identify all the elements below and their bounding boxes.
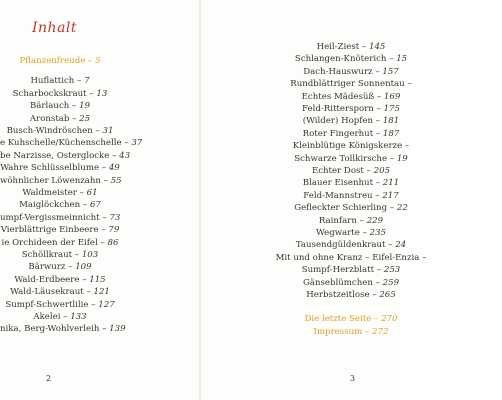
toc-entry [200, 116, 502, 126]
toc-entry-page: 13 [96, 88, 108, 99]
toc-entry-title: Scharbockskraut [12, 88, 87, 99]
toc-entry-page: 175 [383, 104, 400, 114]
toc-entry-title: Pflanzenfreude [19, 56, 86, 66]
toc-entry-separator: – [356, 215, 367, 226]
toc-entry-title: Gefleckter Schierling [294, 203, 388, 214]
toc-entry-page: 55 [110, 175, 122, 186]
toc-entry-page: 229 [366, 215, 384, 226]
left-page [0, 0, 200, 400]
toc-entry [0, 76, 120, 86]
toc-entry-page: 272 [372, 326, 389, 337]
toc-entry-page: 145 [369, 42, 386, 52]
toc-entry [0, 262, 120, 272]
page-number-left: 2 [46, 374, 52, 383]
toc-entry [200, 154, 502, 164]
toc-entry-separator: – [359, 228, 370, 238]
toc-entry-separator: – [373, 104, 384, 114]
toc-entry-separator: – [76, 188, 87, 198]
toc-entry [0, 163, 120, 173]
toc-entry [200, 166, 502, 176]
toc-entry-separator: – [60, 312, 71, 322]
toc-entry-page: 31 [102, 126, 114, 136]
toc-entry [200, 253, 502, 263]
page-number-right: 3 [350, 374, 356, 383]
toc-entry-separator: – [387, 203, 397, 214]
toc-entry-title: (Wilder) Hopfen [302, 116, 374, 127]
toc-entry [200, 178, 502, 188]
toc-entry-title: be Narzisse, Osterglocke [0, 150, 110, 161]
toc-entry-separator: – [404, 79, 412, 90]
toc-entry-title: Maiglöckchen [19, 200, 81, 211]
toc-entry [200, 228, 502, 238]
toc-entry-title: Echter Dost [311, 166, 364, 176]
toc-entry [200, 191, 502, 201]
toc-entry-separator: – [98, 225, 109, 236]
toc-entry-title: Waldmeister [22, 188, 77, 198]
toc-entry-separator: – [371, 314, 382, 325]
toc-entry [200, 278, 502, 288]
toc-entry-page: 22 [396, 203, 408, 214]
toc-entry-separator: – [92, 126, 103, 136]
toc-entry [0, 213, 120, 223]
toc-entry-title: Sumpf-Herzblatt [301, 265, 375, 276]
toc-entry-page: 15 [396, 54, 408, 65]
toc-entry-page: 61 [86, 188, 98, 198]
toc-entry [0, 188, 120, 198]
toc-entry-separator: – [100, 175, 111, 186]
toc-entry-title: Impressum [313, 326, 363, 337]
toc-entry [200, 129, 502, 139]
toc-entry-title: e Kuhschelle/Küchenschelle [0, 138, 122, 149]
toc-entry-page: 25 [79, 113, 91, 124]
toc-entry [0, 300, 120, 310]
toc-entry-separator: – [74, 76, 85, 87]
toc-entry-separator: – [85, 56, 96, 66]
toc-entry-title: Roter Fingerhut [302, 128, 374, 139]
toc-entry-page: 270 [381, 314, 398, 325]
toc-entry-page: 37 [131, 138, 143, 149]
toc-entry-page: 121 [93, 287, 110, 298]
toc-entry-page: 79 [108, 225, 120, 236]
toc-entry-separator: – [99, 163, 109, 174]
toc-entry-title: Sumpf-Schwertlilie [5, 299, 89, 310]
toc-entry-title: Echtes Mädesüß [301, 91, 375, 102]
toc-entry-separator: – [83, 287, 94, 298]
toc-entry-title: Die letzte Seite [304, 314, 372, 325]
toc-entry [0, 250, 120, 260]
toc-entry-title: Vierblättrige Einbeere [0, 225, 99, 236]
toc-entry [0, 126, 120, 136]
toc-entry-title: Wegwarte [315, 228, 360, 238]
toc-entry-separator: – [374, 265, 384, 276]
toc-entry-title: Herbstzeitlose [306, 290, 370, 300]
toc-entry [200, 203, 502, 213]
toc-entry-title: Akelei [33, 312, 61, 322]
toc-entry-separator: – [121, 138, 132, 149]
toc-entry-page: 109 [75, 262, 92, 273]
toc-entry-separator: – [362, 326, 373, 337]
toc-entry-separator: – [109, 150, 120, 161]
toc-entry-page: 181 [382, 116, 400, 127]
toc-entry-separator: – [97, 237, 108, 248]
toc-entry [200, 240, 502, 250]
toc-entry-separator: – [99, 324, 110, 335]
toc-entry-page: 5 [95, 56, 101, 66]
toc-entry [0, 114, 120, 124]
toc-entry-page: 265 [379, 290, 396, 300]
toc-entry-page: 205 [373, 166, 391, 176]
toc-entry [0, 89, 120, 99]
toc-entry [0, 275, 120, 285]
toc-entry [0, 324, 126, 335]
toc-entry-separator: – [372, 190, 383, 201]
toc-entry-page: 67 [89, 200, 101, 211]
toc-entry [200, 265, 502, 275]
toc-entry-page: 43 [119, 150, 131, 161]
toc-entry-page: 139 [109, 324, 126, 335]
toc-entry [0, 56, 120, 66]
toc-entry [200, 104, 502, 114]
toc-entry [200, 216, 502, 226]
toc-entry [200, 327, 502, 337]
toc-entry-separator: – [359, 42, 369, 52]
toc-entry-title: Mit und ohne Kranz – Eifel-Enzia [275, 252, 420, 263]
toc-entry-title: Gänseblümchen [302, 277, 373, 288]
toc-entry-separator: – [374, 91, 384, 102]
toc-entry-separator: – [402, 141, 410, 152]
toc-entry-page: 49 [108, 163, 120, 174]
toc-entry-separator: – [372, 66, 383, 77]
toc-entry-separator: – [99, 212, 110, 223]
toc-entry-title: Kleinblütige Königskerze [292, 141, 403, 152]
toc-entry-title: Dach-Hauswurz [303, 66, 373, 77]
toc-entry-title: Huflattich [30, 76, 75, 87]
toc-entry-separator: – [373, 178, 383, 189]
toc-entry-title: Bärwurz [28, 262, 66, 273]
toc-entry-title: Wald-Läusekraut [10, 287, 84, 298]
toc-entry-page: 7 [84, 76, 90, 87]
toc-entry-page: 127 [98, 299, 115, 310]
toc-entry-title: ie Orchideen der Eifel [1, 237, 98, 248]
toc-entry-separator: – [373, 128, 383, 139]
toc-entry-page: 19 [396, 153, 408, 164]
toc-entry-separator: – [69, 101, 80, 112]
toc-entry-separator: – [69, 113, 80, 124]
toc-entry-title: Feld-Mannstreu [303, 190, 373, 201]
toc-entry-page: 211 [382, 178, 400, 189]
toc-entry-separator: – [385, 240, 396, 251]
toc-entry-title: Rundblättriger Sonnentau [290, 79, 405, 90]
toc-entry-page: 235 [369, 228, 387, 238]
toc-entry-separator: – [369, 290, 380, 300]
toc-entry [0, 312, 120, 322]
toc-entry [0, 150, 131, 161]
toc-entry-title: Schlangen-Knöterich [294, 54, 387, 65]
toc-entry-separator: – [372, 277, 383, 288]
toc-entry-title: wöhnlicher Löwenzahn [0, 175, 101, 186]
toc-heading: Inhalt [32, 20, 78, 36]
toc-entry-page: 24 [395, 240, 407, 251]
toc-entry-title: umpf-Vergissmeinnicht [0, 212, 100, 223]
toc-entry [0, 176, 120, 186]
toc-entry-title: Schwarze Tollkirsche [294, 153, 388, 164]
toc-entry-title: Heil-Ziest [316, 42, 360, 52]
toc-entry-separator: – [65, 262, 76, 273]
toc-entry-separator: – [86, 88, 97, 99]
toc-entry [0, 138, 143, 149]
toc-entry-page: 217 [382, 190, 399, 201]
toc-entry-title: Blauer Eisenhut [302, 178, 374, 189]
toc-entry-page: 157 [382, 66, 399, 77]
toc-entry-page: 259 [382, 277, 400, 288]
toc-entry [200, 290, 502, 300]
toc-entry [200, 67, 502, 77]
toc-entry-page: 133 [70, 312, 87, 322]
toc-entry-page: 86 [107, 237, 119, 248]
right-page [200, 0, 427, 400]
toc-entry [200, 141, 502, 151]
toc-entry-title: Aronstab [29, 113, 70, 124]
toc-entry-separator: – [419, 252, 427, 263]
toc-entry-page: 187 [382, 128, 400, 139]
toc-entry-separator: – [373, 116, 383, 127]
toc-entry-page: 19 [79, 101, 90, 112]
toc-entry [0, 225, 120, 235]
toc-entry-page: 73 [109, 212, 121, 223]
toc-entry [0, 287, 120, 297]
toc-entry-separator: – [363, 166, 374, 176]
toc-entry-page: 103 [81, 250, 99, 260]
toc-entry [0, 101, 120, 111]
toc-entry-title: nika, Berg-Wohlverleih [0, 324, 100, 335]
toc-entry [200, 42, 502, 52]
toc-entry-title: Bärlauch [29, 101, 70, 112]
toc-entry-title: Tausendgüldenkraut [295, 240, 386, 251]
toc-entry-separator: – [79, 274, 90, 285]
toc-entry-page: 253 [383, 265, 401, 276]
toc-entry-page: 169 [383, 91, 401, 102]
toc-entry-separator: – [88, 299, 99, 310]
toc-entry-separator: – [72, 250, 82, 260]
toc-entry-title: Wahre Schlüsselblume [0, 163, 100, 174]
toc-entry-title: Feld-Rittersporn [302, 104, 374, 114]
toc-entry [200, 92, 502, 102]
toc-entry-title: Schöllkraut [21, 250, 73, 260]
toc-entry [200, 314, 502, 324]
toc-entry-separator: – [387, 153, 397, 164]
toc-entry-title: Rainfarn [318, 215, 357, 226]
toc-entry-page: 115 [89, 274, 106, 285]
toc-entry [0, 200, 120, 210]
toc-entry-separator: – [80, 200, 90, 211]
toc-entry [200, 54, 502, 64]
toc-entry-separator: – [386, 54, 397, 65]
toc-entry-title: Busch-Windröschen [6, 126, 93, 136]
toc-entry-title: Wald-Erdbeere [14, 274, 80, 285]
toc-entry [0, 238, 120, 248]
toc-entry [200, 79, 502, 89]
